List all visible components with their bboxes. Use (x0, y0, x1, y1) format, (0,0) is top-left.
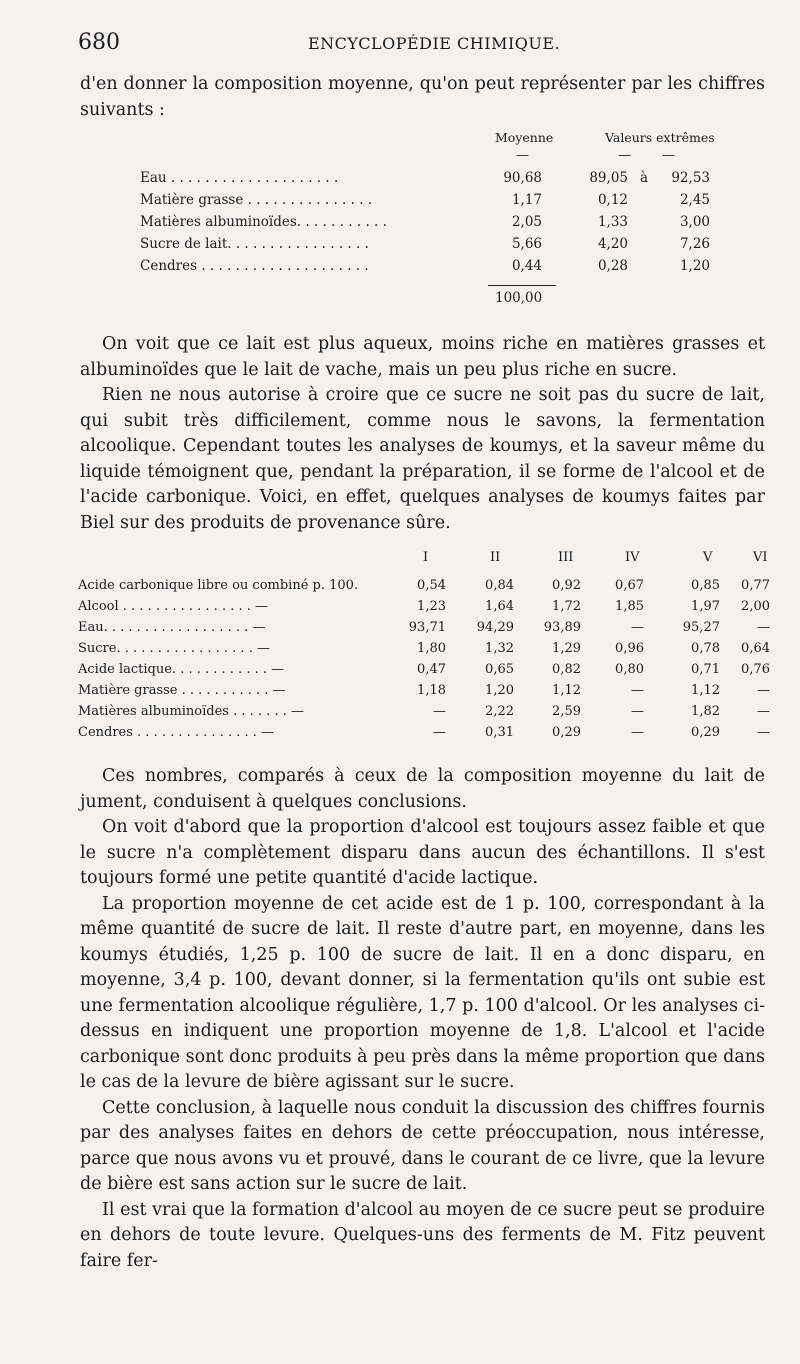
page-number: 680 (78, 30, 120, 55)
composition-total: 100,00 (495, 290, 543, 306)
paragraph: Rien ne nous autorise à croire que ce sucre ne soit pas du sucre de lait, qui subit très difficilement, comme nous le savons, la fermentation alcoolique. Cependant toutes les analyses de koumys, et la saveur même du liquide témoignent que, pendant la préparation, il se forme de l'alcool et de l'acide carbonique. Voici, en effet, quelques analyses de koumys faites par Biel sur des produits de provenance sûre. (80, 385, 765, 533)
max-value: 3,00 (679, 214, 710, 230)
max-value: 7,26 (679, 236, 710, 252)
cell: 1,20 (485, 683, 514, 698)
cell: 1,80 (417, 641, 446, 656)
column-header: III (558, 550, 574, 565)
header-dash: — (618, 148, 631, 163)
cell: 0,92 (552, 578, 581, 593)
analysis-row (78, 641, 773, 661)
mean-value: 90,68 (503, 170, 542, 186)
mean-value: 1,17 (511, 192, 542, 208)
cell: 0,96 (615, 641, 644, 656)
header-dash: — (662, 148, 675, 163)
row-label: Sucre de lait. . . . . . . . . . . . . . . . . (140, 236, 369, 252)
column-header: II (490, 550, 501, 565)
cell: 1,12 (691, 683, 720, 698)
analysis-row (78, 578, 773, 598)
min-value: 89,05 (589, 170, 628, 186)
analysis-row (78, 704, 773, 724)
cell: 0,78 (691, 641, 720, 656)
cell: 0,47 (417, 662, 446, 677)
cell: 0,76 (741, 662, 770, 677)
column-header: V (703, 550, 713, 565)
row-label: Sucre. . . . . . . . . . . . . . . . . — (78, 641, 270, 656)
cell: 2,59 (552, 704, 581, 719)
cell: 0,85 (691, 578, 720, 593)
cell: 0,84 (485, 578, 514, 593)
cell: 1,29 (552, 641, 581, 656)
analysis-row (78, 620, 773, 640)
analysis-row (78, 683, 773, 703)
cell: — (631, 620, 644, 635)
analysis-row (78, 662, 773, 682)
running-title: ENCYCLOPÉDIE CHIMIQUE. (308, 34, 561, 53)
column-header: VI (753, 550, 768, 565)
cell: 1,12 (552, 683, 581, 698)
column-header: I (423, 550, 429, 565)
paragraph: Il est vrai que la formation d'alcool au moyen de ce sucre peut se produire en dehors de toute levure. Quelques-uns des ferments de M. Fitz peuvent faire fer- (80, 1199, 765, 1271)
paragraph: Cette conclusion, à laquelle nous conduit la discussion des chiffres fournis par des analyses faites en dehors de cette préoccupation, nous intéresse, parce que nous avons vu et prouvé, dans le courant de ce livre, que la levure de bière est sans action sur le sucre de lait. (80, 1097, 765, 1194)
analysis-row (78, 725, 773, 745)
composition-row (140, 236, 740, 256)
row-label: Alcool . . . . . . . . . . . . . . . . — (78, 599, 269, 614)
cell: 1,32 (485, 641, 514, 656)
min-value: 0,28 (597, 258, 628, 274)
cell: 0,29 (552, 725, 581, 740)
cell: — (757, 704, 770, 719)
paragraph: La proportion moyenne de cet acide est de 1 p. 100, correspondant à la même quantité de sucre de lait. Il reste d'autre part, en moyenne, dans les koumys étudiés, 1,25 p. 100 de sucre de lait. Il en a donc disparu, en moyenne, 3,4 p. 100, devant donner, si la fermentation qu'ils ont subie est une fermentation alcoolique régulière, 1,7 p. 100 d'alcool. Or les analyses ci-dessus en indiquent une proportion moyenne de 1,8. L'alcool et l'acide carbonique sont donc produits à peu près dans la même proportion que dans le cas de la levure de bière agissant sur le sucre. (80, 893, 765, 1092)
cell: 0,71 (691, 662, 720, 677)
row-label: Acide carbonique libre ou combiné p. 100. (78, 578, 359, 593)
cell: 1,23 (417, 599, 446, 614)
col-header-extremes: Valeurs extrêmes (605, 130, 715, 145)
row-label: Matière grasse . . . . . . . . . . . . . . . (140, 192, 373, 208)
cell: 1,85 (615, 599, 644, 614)
cell: 0,65 (485, 662, 514, 677)
cell: 0,29 (691, 725, 720, 740)
cell: 0,77 (741, 578, 770, 593)
row-label: Matières albuminoïdes. . . . . . . . . . . (140, 214, 387, 230)
mean-value: 2,05 (511, 214, 542, 230)
composition-row (140, 258, 740, 278)
range-separator: à (639, 170, 648, 186)
row-label: Cendres . . . . . . . . . . . . . . . . . . . . (140, 258, 369, 274)
cell: 0,80 (615, 662, 644, 677)
cell: 1,18 (417, 683, 446, 698)
paragraph: On voit d'abord que la proportion d'alcool est toujours assez faible et que le sucre n'a complètement disparu dans aucun des échantillons. Il s'est toujours formé une petite quantité d'acide lactique. (80, 817, 765, 888)
intro-paragraph: d'en donner la composition moyenne, qu'on peut représenter par les chiffres suivants : (80, 74, 765, 120)
header-dash: — (516, 148, 529, 163)
column-header: IV (625, 550, 640, 565)
max-value: 1,20 (679, 258, 710, 274)
row-label: Matière grasse . . . . . . . . . . . — (78, 683, 286, 698)
cell: 2,22 (485, 704, 514, 719)
composition-row (140, 192, 740, 212)
cell: — (757, 620, 770, 635)
row-label: Acide lactique. . . . . . . . . . . . — (78, 662, 285, 677)
cell: 1,72 (552, 599, 581, 614)
cell: 0,31 (485, 725, 514, 740)
row-label: Cendres . . . . . . . . . . . . . . . — (78, 725, 275, 740)
max-value: 2,45 (679, 192, 710, 208)
mean-value: 0,44 (511, 258, 542, 274)
min-value: 4,20 (597, 236, 628, 252)
max-value: 92,53 (671, 170, 710, 186)
analysis-row (78, 599, 773, 619)
paragraph: Ces nombres, comparés à ceux de la composition moyenne du lait de jument, conduisent à quelques conclusions. (80, 766, 765, 812)
composition-row (140, 170, 740, 190)
paragraph-block-2 (80, 764, 765, 1274)
row-label: Eau. . . . . . . . . . . . . . . . . . — (78, 620, 266, 635)
cell: 94,29 (476, 620, 514, 635)
cell: 95,27 (682, 620, 720, 635)
min-value: 1,33 (597, 214, 628, 230)
cell: 2,00 (741, 599, 770, 614)
cell: — (433, 704, 446, 719)
cell: 1,97 (691, 599, 720, 614)
composition-row (140, 214, 740, 234)
cell: 0,64 (741, 641, 770, 656)
cell: — (631, 704, 644, 719)
cell: 0,82 (552, 662, 581, 677)
page-header (78, 30, 768, 56)
cell: — (631, 725, 644, 740)
cell: — (757, 683, 770, 698)
cell: 0,54 (417, 578, 446, 593)
col-header-mean: Moyenne (495, 130, 554, 145)
cell: 0,67 (615, 578, 644, 593)
total-rule (488, 285, 556, 286)
row-label: Eau . . . . . . . . . . . . . . . . . . . . (140, 170, 339, 186)
paragraph-block-1 (80, 332, 765, 536)
paragraph: On voit que ce lait est plus aqueux, moins riche en matières grasses et albuminoïdes que le lait de vache, mais un peu plus riche en sucre. (80, 334, 765, 380)
mean-value: 5,66 (511, 236, 542, 252)
cell: 1,64 (485, 599, 514, 614)
cell: 93,89 (543, 620, 581, 635)
cell: 93,71 (408, 620, 446, 635)
min-value: 0,12 (597, 192, 628, 208)
cell: — (757, 725, 770, 740)
cell: — (433, 725, 446, 740)
intro-paragraph-block (80, 72, 765, 123)
cell: 1,82 (691, 704, 720, 719)
cell: — (631, 683, 644, 698)
row-label: Matières albuminoïdes . . . . . . . — (78, 704, 304, 719)
